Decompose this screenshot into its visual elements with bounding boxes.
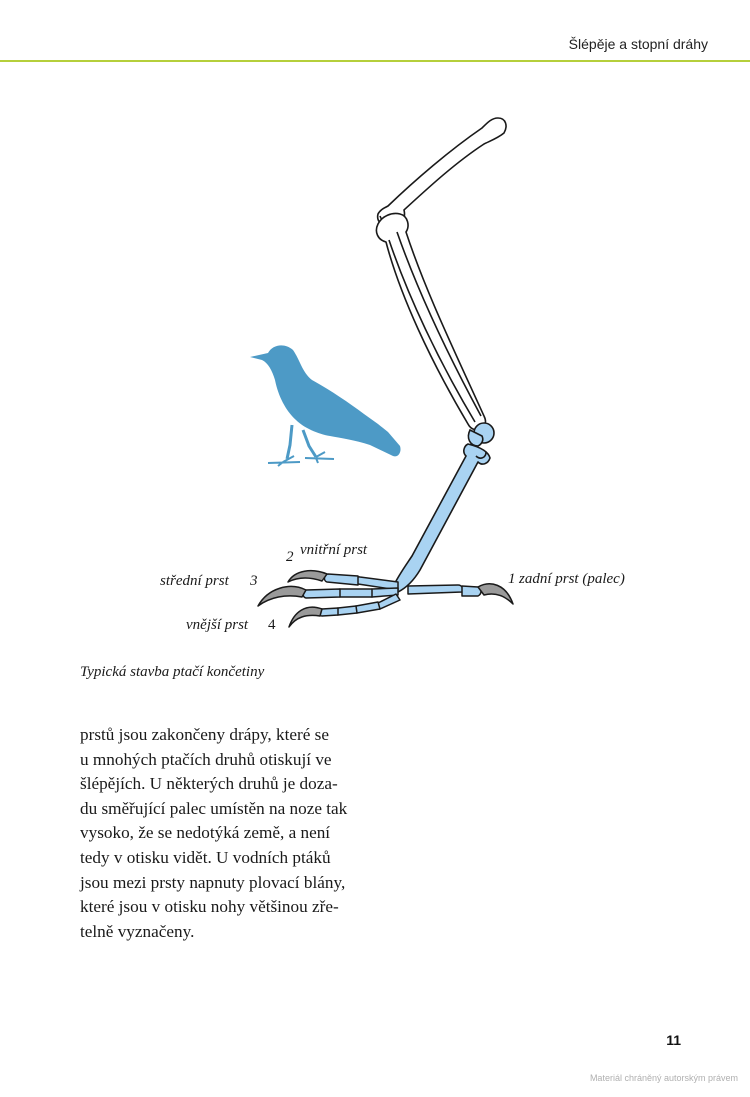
body-line: jsou mezi prsty napnuty plovací blány,: [80, 872, 346, 892]
body-line: prstů jsou zakončeny drápy, které se: [80, 725, 329, 744]
femur-bone: [378, 118, 506, 227]
bird-silhouette: [250, 345, 401, 466]
inner-toe-label: vnitřní prst: [300, 542, 368, 558]
middle-toe-number: 3: [250, 573, 258, 589]
tibiotarsus-bone: [376, 213, 485, 430]
body-line: tedy v otisku vidět. U vodních ptáků: [80, 847, 331, 867]
body-paragraph: [80, 723, 400, 944]
hind-toe-bones: [408, 584, 513, 604]
inner-toe-number: 2: [286, 549, 294, 565]
body-line: které jsou v otisku nohy většinou zře-: [80, 897, 339, 917]
body-line: šlépějích. U některých druhů je doza-: [80, 774, 338, 794]
outer-toe-number: 4: [268, 617, 276, 633]
figure-caption: Typická stavba ptačí končetiny: [80, 664, 265, 680]
body-line: du směřující palec umístěn na noze tak: [80, 798, 348, 818]
copyright-watermark: Materiál chráněný autorským právem: [589, 1073, 738, 1083]
hind-toe-label: zadní prst (palec): [519, 571, 625, 587]
body-line: telně vyznačeny.: [80, 921, 195, 941]
outer-toe-bones: [289, 594, 400, 627]
inner-toe-bones: [288, 571, 398, 590]
hind-toe-number: 1: [508, 571, 516, 587]
body-line: u mnohých ptačích druhů otiskují ve: [80, 749, 332, 769]
outer-toe-label: vnější prst: [186, 617, 249, 633]
tarsometatarsus-bone: [393, 444, 490, 592]
running-header: Šlépěje a stopní dráhy: [568, 36, 708, 52]
page-number: 11: [666, 1032, 681, 1048]
body-line: vysoko, že se nedotýká země, a není: [80, 823, 331, 843]
middle-toe-label: střední prst: [160, 573, 229, 589]
